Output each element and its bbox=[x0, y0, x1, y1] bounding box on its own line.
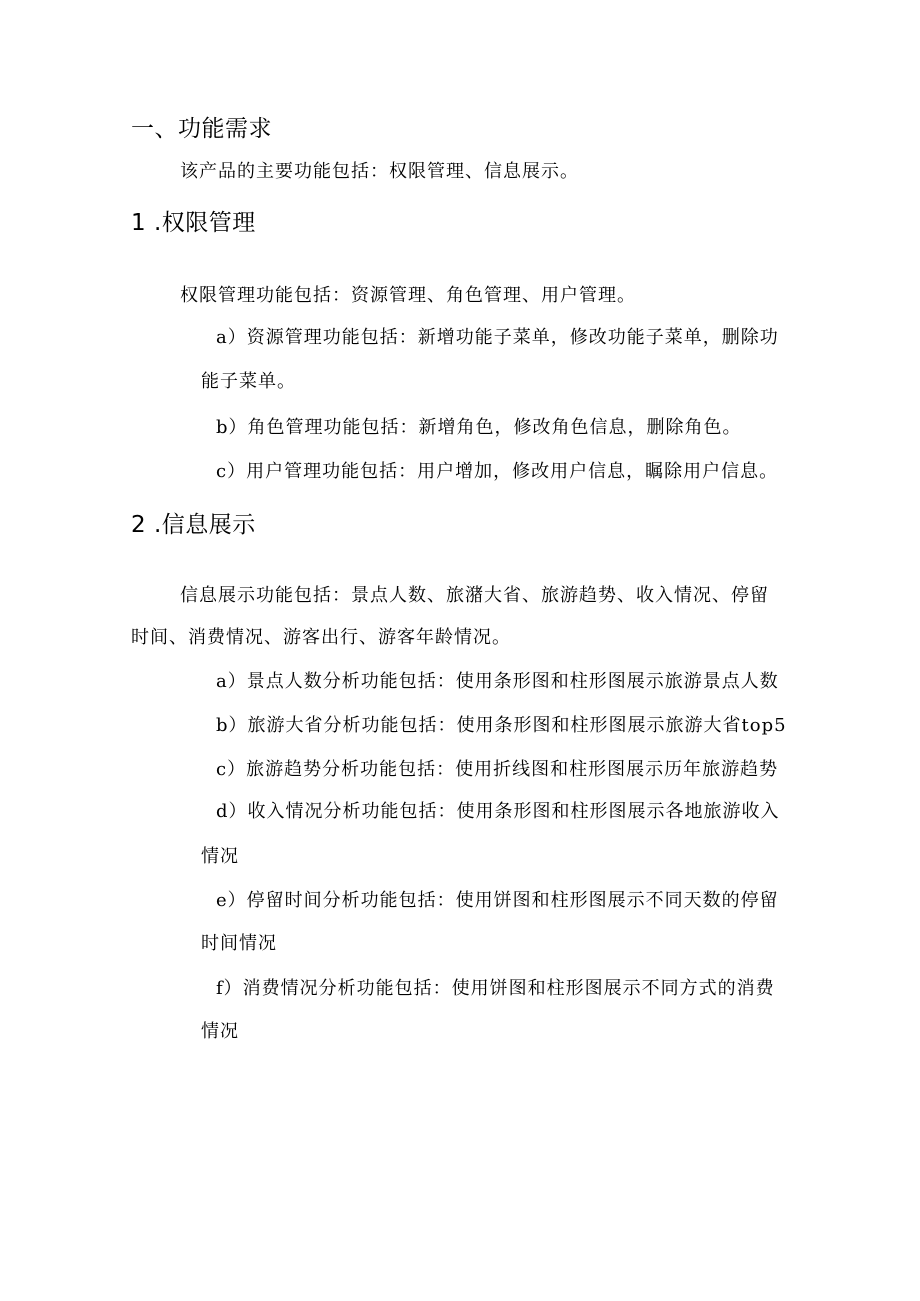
display-item-f-line1: f）消费情况分析功能包括：使用饼图和柱形图展示不同方式的消费 bbox=[216, 978, 775, 999]
permission-item-b: b）角色管理功能包括：新增角色，修改角色信息，删除角色。 bbox=[216, 417, 742, 438]
display-item-d-line1: d）收入情况分析功能包括：使用条形图和柱形图展示各地旅游收入 bbox=[216, 801, 780, 822]
permission-item-a-line1: a）资源管理功能包括：新增功能子菜单，修改功能子菜单，删除功 bbox=[216, 327, 779, 348]
display-item-f-line2: 情况 bbox=[201, 1021, 239, 1042]
permission-item-a-line2: 能子菜单。 bbox=[201, 371, 296, 392]
permission-item-c: c）用户管理功能包括：用户增加，修改用户信息，瞩除用户信息。 bbox=[216, 461, 779, 482]
display-intro-line2: 时间、消费情况、游客出行、游客年龄情况。 bbox=[131, 627, 511, 648]
section-intro: 该产品的主要功能包括：权限管理、信息展示。 bbox=[180, 161, 579, 182]
display-item-b: b）旅游大省分析功能包括：使用条形图和柱形图展示旅游大省top5 bbox=[216, 715, 787, 736]
display-item-d-line2: 情况 bbox=[201, 846, 239, 867]
display-item-e-line2: 时间情况 bbox=[201, 933, 277, 954]
permission-heading: 1 .权限管理 bbox=[131, 210, 256, 236]
display-item-a: a）景点人数分析功能包括：使用条形图和柱形图展示旅游景点人数 bbox=[216, 671, 779, 692]
display-heading: 2 .信息展示 bbox=[131, 512, 256, 538]
display-item-e-line1: e）停留时间分析功能包括：使用饼图和柱形图展示不同天数的停留 bbox=[216, 890, 779, 911]
section-heading: 一、功能需求 bbox=[131, 116, 272, 142]
permission-intro: 权限管理功能包括：资源管理、角色管理、用户管理。 bbox=[180, 285, 636, 306]
display-item-c: c）旅游趋势分析功能包括：使用折线图和柱形图展示历年旅游趋势 bbox=[216, 759, 779, 780]
display-intro-line1: 信息展示功能包括：景点人数、旅潴大省、旅游趋势、收入情况、停留 bbox=[180, 585, 769, 606]
